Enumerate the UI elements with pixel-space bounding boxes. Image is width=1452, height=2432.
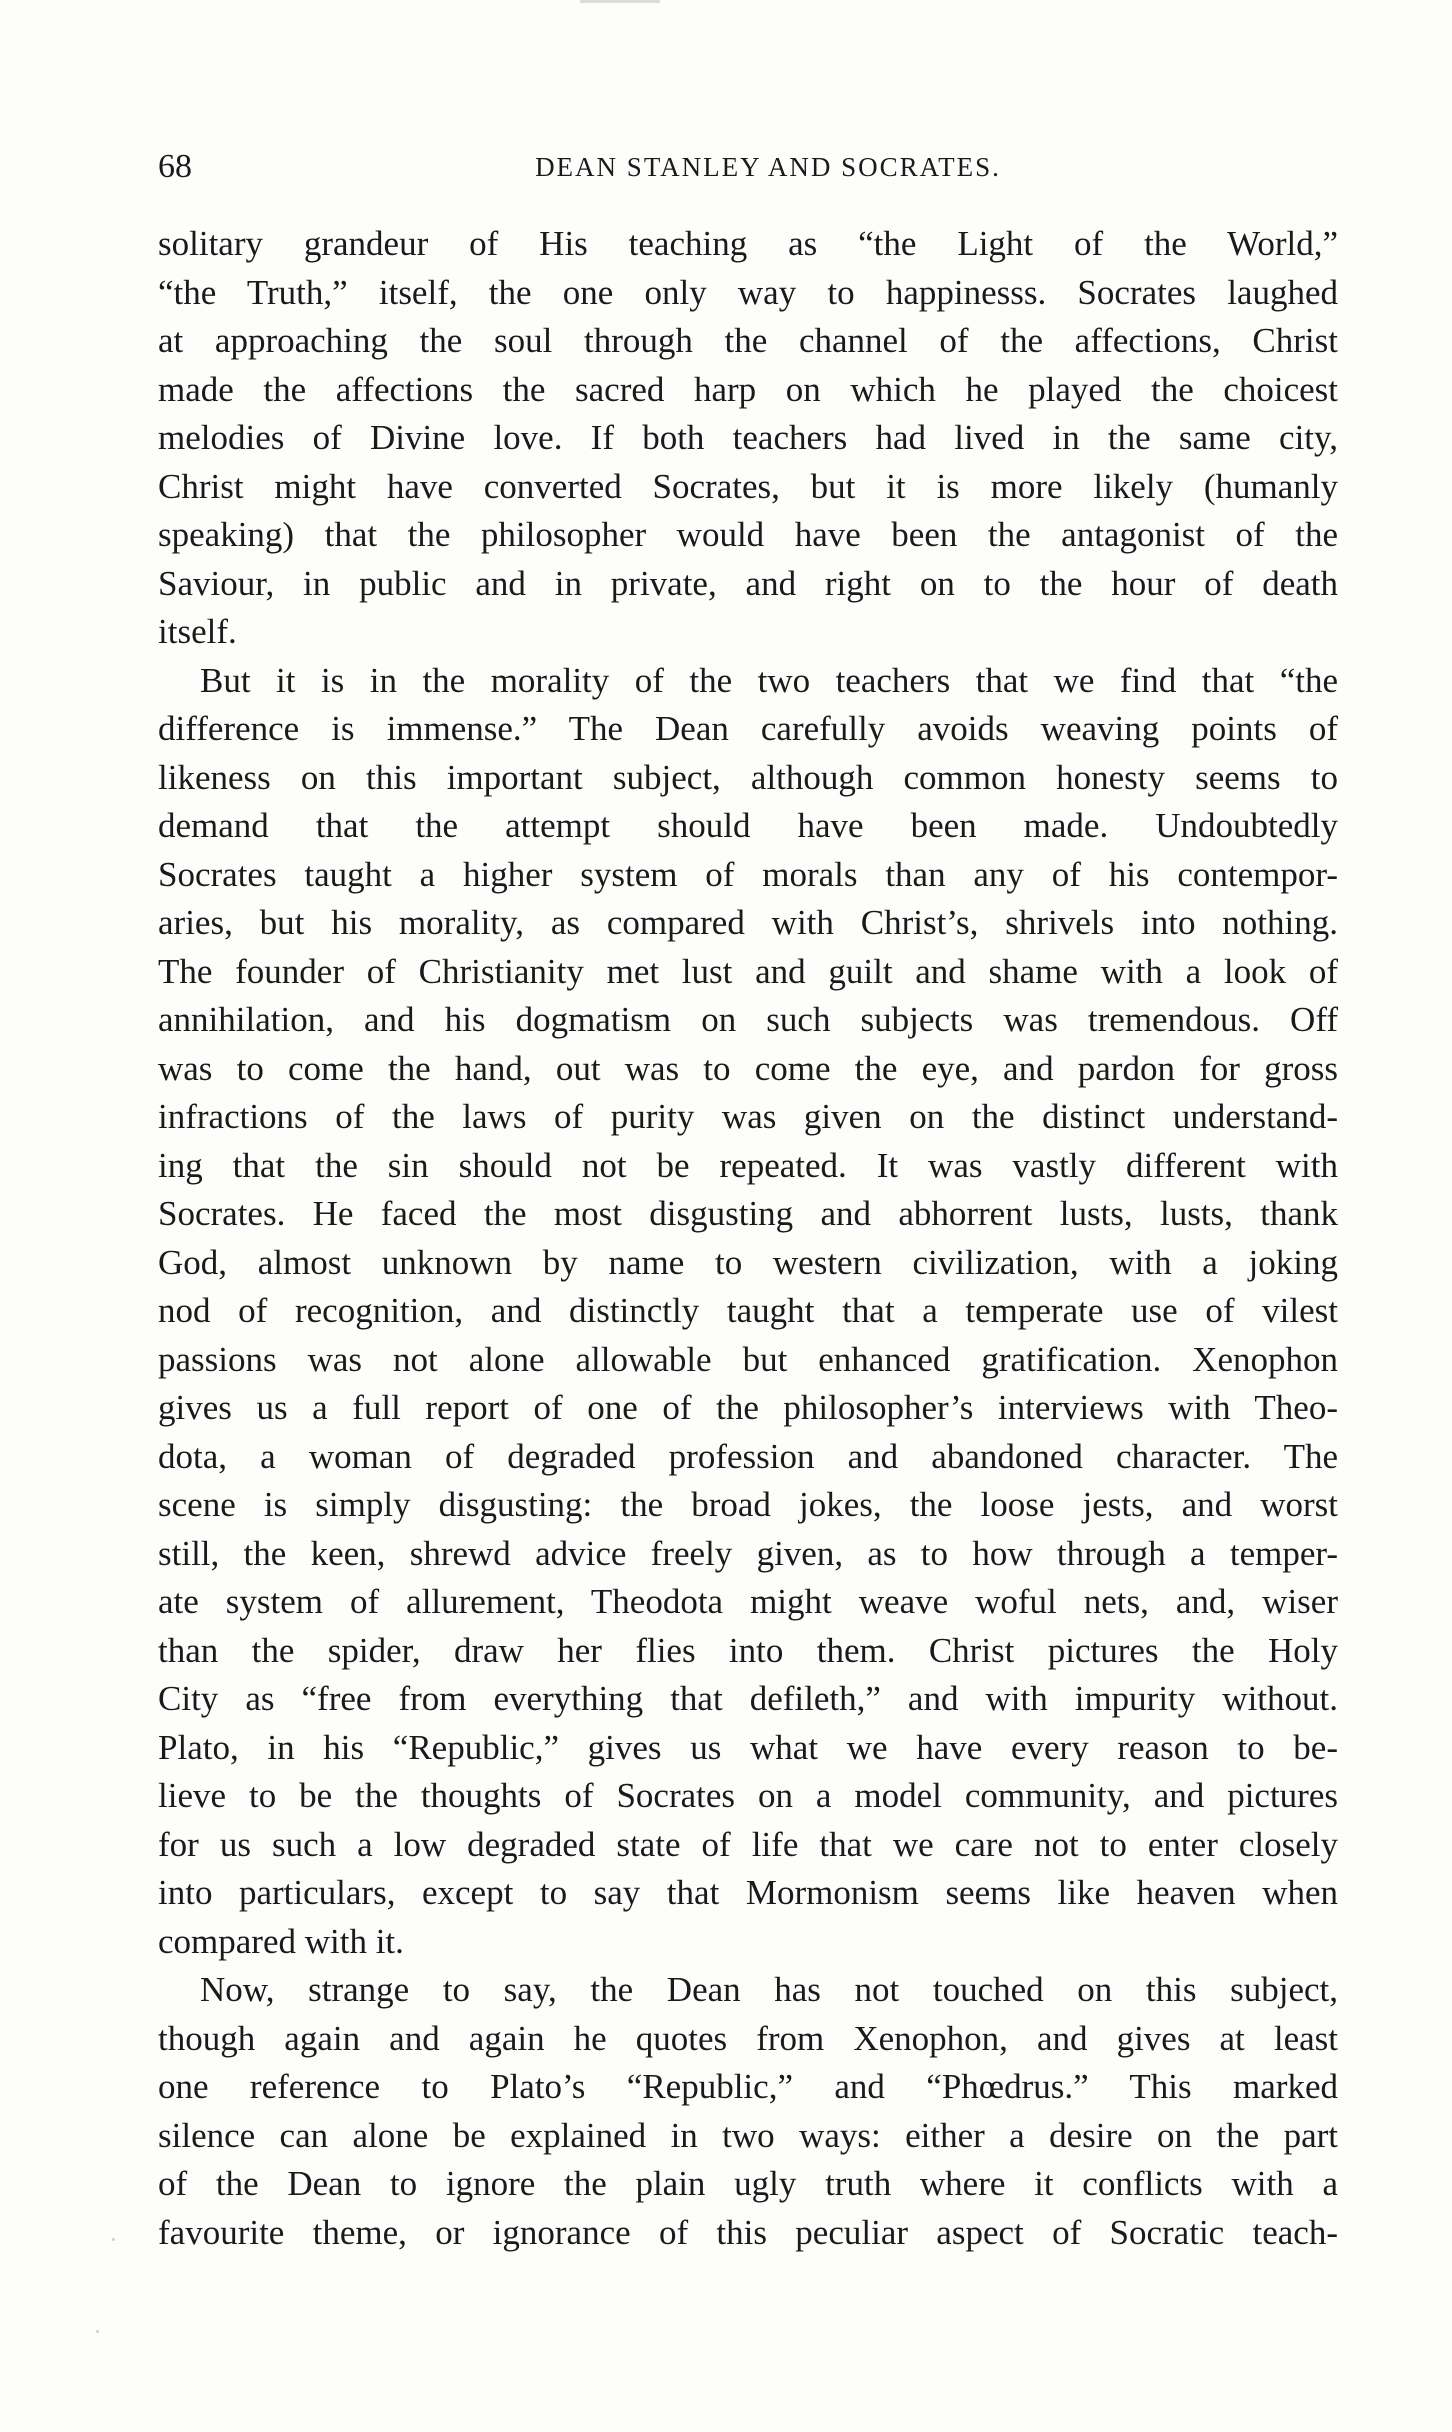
- text-line: for us such a low degraded state of life that we care not to enter closely: [158, 1824, 1338, 1864]
- text-line: Saviour, in public and in private, and right on to the hour of death: [158, 563, 1338, 603]
- scan-speck: [96, 2330, 99, 2333]
- text-line: But it is in the morality of the two teachers that we find that “the: [200, 660, 1338, 700]
- text-line: scene is simply disgusting: the broad jokes, the loose jests, and worst: [158, 1485, 1338, 1524]
- text-line: silence can alone be explained in two ways: either a desire on the part: [158, 2115, 1338, 2155]
- text-line: aries, but his morality, as compared with Christ’s, shrivels into nothing.: [158, 903, 1338, 942]
- text-line: God, almost unknown by name to western civilization, with a joking: [158, 1242, 1338, 1282]
- text-line: lieve to be the thoughts of Socrates on a model community, and pictures: [158, 1776, 1338, 1815]
- text-line: passions was not alone allowable but enhanced gratification. Xenophon: [158, 1339, 1338, 1379]
- text-line: of the Dean to ignore the plain ugly truth where it conflicts with a: [158, 2164, 1338, 2203]
- text-line: one reference to Plato’s “Republic,” and “Phœdrus.” This marked: [158, 2067, 1338, 2106]
- text-line: dota, a woman of degraded profession and abandoned character. The: [158, 1436, 1338, 1476]
- body-text: [158, 220, 1338, 2257]
- page-number: 68: [158, 148, 192, 185]
- paragraph: [158, 1966, 1338, 2257]
- text-line: at approaching the soul through the channel of the affections, Christ: [158, 321, 1338, 360]
- text-line: than the spider, draw her flies into them. Christ pictures the Holy: [158, 1630, 1338, 1670]
- text-line: solitary grandeur of His teaching as “the Light of the World,”: [158, 224, 1338, 263]
- text-line: favourite theme, or ignorance of this peculiar aspect of Socratic teach-: [158, 2212, 1338, 2252]
- text-line: The founder of Christianity met lust and guilt and shame with a look of: [158, 951, 1338, 991]
- text-line: though again and again he quotes from Xenophon, and gives at least: [158, 2018, 1338, 2058]
- running-head: [158, 142, 1338, 192]
- text-line: infractions of the laws of purity was given on the distinct understand-: [158, 1097, 1338, 1136]
- text-line: nod of recognition, and distinctly taught that a temperate use of vilest: [158, 1291, 1338, 1330]
- text-line: ate system of allurement, Theodota might weave woful nets, and, wiser: [158, 1582, 1338, 1621]
- text-line: ing that the sin should not be repeated. It was vastly different with: [158, 1145, 1338, 1185]
- text-line: speaking) that the philosopher would have been the antagonist of the: [158, 515, 1338, 554]
- text-line: compared with it.: [158, 1921, 404, 1961]
- scan-edge-mark: [580, 0, 660, 3]
- text-line: annihilation, and his dogmatism on such subjects was tremendous. Off: [158, 1000, 1338, 1039]
- paragraph: [158, 220, 1338, 657]
- text-line: Now, strange to say, the Dean has not touched on this subject,: [200, 1970, 1338, 2009]
- running-title: DEAN STANLEY AND SOCRATES.: [535, 152, 1001, 182]
- scan-speck: [112, 2238, 115, 2241]
- text-line: demand that the attempt should have been made. Undoubtedly: [158, 806, 1338, 845]
- text-line: melodies of Divine love. If both teachers had lived in the same city,: [158, 418, 1338, 457]
- text-line: Socrates taught a higher system of morals than any of his contempor-: [158, 854, 1338, 894]
- text-line: into particulars, except to say that Mormonism seems like heaven when: [158, 1873, 1338, 1912]
- text-line: City as “free from everything that defileth,” and with impurity without.: [158, 1679, 1338, 1718]
- text-line: likeness on this important subject, although common honesty seems to: [158, 757, 1338, 797]
- text-line: made the affections the sacred harp on which he played the choicest: [158, 369, 1338, 409]
- text-line: gives us a full report of one of the philosopher’s interviews with Theo-: [158, 1388, 1338, 1427]
- text-line: Socrates. He faced the most disgusting and abhorrent lusts, lusts, thank: [158, 1194, 1338, 1233]
- text-line: “the Truth,” itself, the one only way to happinesss. Socrates laughed: [158, 272, 1338, 312]
- text-line: itself.: [158, 612, 237, 651]
- text-line: difference is immense.” The Dean carefully avoids weaving points of: [158, 709, 1338, 748]
- paragraph: [158, 657, 1338, 1967]
- text-line: Christ might have converted Socrates, but it is more likely (humanly: [158, 466, 1338, 506]
- text-line: Plato, in his “Republic,” gives us what we have every reason to be-: [158, 1727, 1338, 1767]
- text-line: still, the keen, shrewd advice freely given, as to how through a temper-: [158, 1533, 1338, 1573]
- text-line: was to come the hand, out was to come the eye, and pardon for gross: [158, 1048, 1338, 1088]
